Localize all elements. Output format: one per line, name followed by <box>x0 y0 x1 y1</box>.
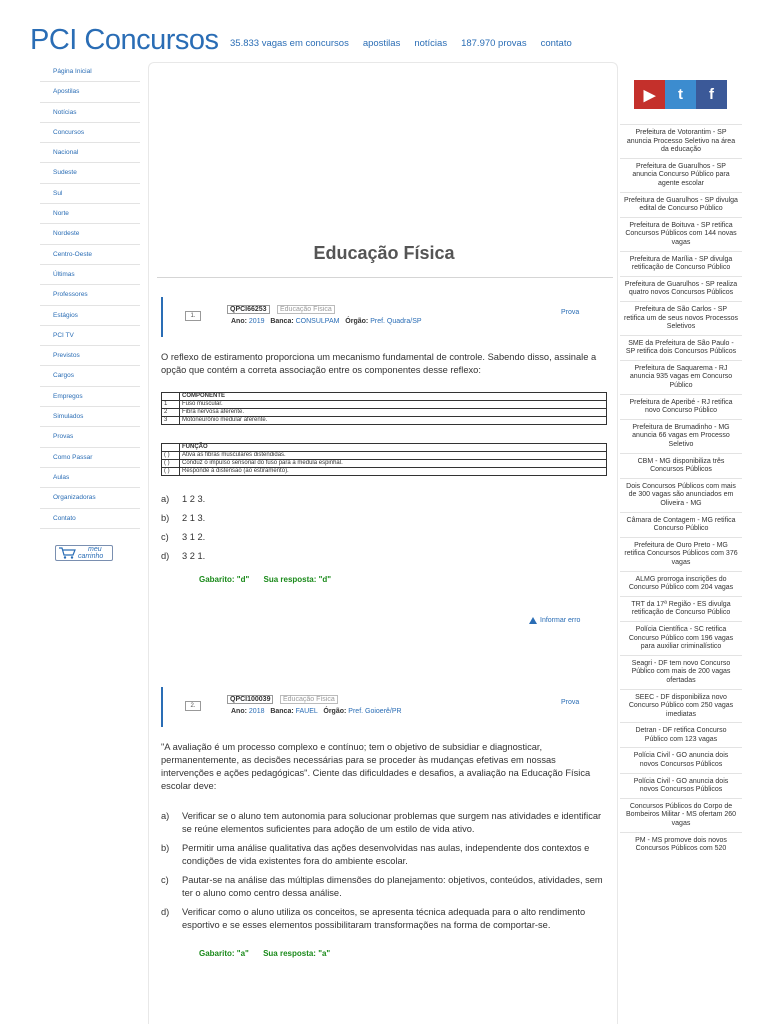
accent-bar <box>161 297 163 337</box>
option-letter: a) <box>161 494 170 504</box>
nav-contato[interactable]: contato <box>540 38 572 49</box>
news-item[interactable]: Polícia Científica - SC retifica Concurso Público com 196 vagas para auxiliar criminalístico <box>620 621 742 655</box>
sidebar-item[interactable]: Organizadoras <box>40 488 140 508</box>
question-1-options <box>161 493 611 569</box>
answer-option[interactable] <box>161 874 611 900</box>
answer-option[interactable] <box>161 810 611 836</box>
orgao-link[interactable]: Pref. Quadra/SP <box>370 318 422 325</box>
sidebar-item[interactable]: Professores <box>40 285 140 305</box>
news-item[interactable]: Concursos Públicos do Corpo de Bombeiros Militar - MS ofertam 260 vagas <box>620 798 742 832</box>
banca-link[interactable]: CONSULPAM <box>295 318 340 325</box>
sidebar-item[interactable]: Sul <box>40 184 140 204</box>
answer-option[interactable] <box>161 531 611 544</box>
banca-link[interactable]: FAUEL <box>295 708 318 715</box>
news-item[interactable]: Prefeitura de Guarulhos - SP realiza quatro novos Concursos Públicos <box>620 276 742 301</box>
nav-vagas[interactable]: 35.833 vagas em concursos <box>230 38 349 49</box>
option-text: 2 1 3. <box>182 513 206 523</box>
table-header: FUNÇÃO <box>180 444 607 452</box>
social-links <box>634 80 727 109</box>
header <box>0 0 768 62</box>
table-cell <box>162 393 180 401</box>
news-item[interactable]: Prefeitura de São Carlos - SP retifica um de seus novos Processos Seletivos <box>620 301 742 335</box>
prova-link[interactable]: Prova <box>561 309 580 316</box>
news-item[interactable]: Prefeitura de Guarulhos - SP anuncia Concurso Público para agente escolar <box>620 158 742 192</box>
twitter-icon[interactable]: t <box>665 80 696 109</box>
table-row <box>162 417 607 425</box>
nav-provas[interactable]: 187.970 provas <box>461 38 527 49</box>
news-item[interactable]: Dois Concursos Públicos com mais de 300 vagas são anunciados em Oliveira - MG <box>620 478 742 512</box>
table-cell: ( ) <box>162 460 180 468</box>
year-link[interactable]: 2018 <box>248 708 265 715</box>
sidebar-item[interactable]: Cargos <box>40 366 140 386</box>
news-item[interactable]: Câmara de Contagem - MG retifica Concurso Público <box>620 512 742 537</box>
question-subject[interactable]: Educação Física <box>277 305 335 314</box>
question-number: 1. <box>185 311 201 321</box>
news-item[interactable]: Seagri - DF tem novo Concurso Público com mais de 200 vagas ofertadas <box>620 655 742 689</box>
nav-apostilas[interactable]: apostilas <box>362 38 401 49</box>
table-cell <box>162 444 180 452</box>
option-letter: c) <box>161 532 169 542</box>
sidebar-item[interactable]: Nacional <box>40 143 140 163</box>
option-letter: b) <box>161 843 170 853</box>
question-2-text: "A avaliação é um processo complexo e contínuo; tem o objetivo de subsidiar e diagnosticar, permanentemente, as decisões necessárias para se proceder às mudanças efetivas em nossas intervenções e ações pedagógicas". Ciente das dificuldades e desafios, a avaliação na Educação Física escolar deve: <box>161 742 591 791</box>
component-table <box>161 392 607 425</box>
question-1-answer <box>199 575 343 584</box>
option-text: Pautar-se na análise das múltiplas dimensões do planejamento: objetivos, conteúdos, atividades, sem ter o aluno como centro dessa análise. <box>182 875 603 898</box>
option-letter: b) <box>161 513 170 523</box>
sidebar-item[interactable]: Como Passar <box>40 448 140 468</box>
facebook-icon[interactable]: f <box>696 80 727 109</box>
sidebar-item[interactable]: Estágios <box>40 306 140 326</box>
news-sidebar <box>620 124 742 857</box>
main-content <box>148 62 618 1024</box>
table-cell: Responde à distensão (ao estiramento). <box>180 468 607 476</box>
divider <box>157 277 613 278</box>
table-row <box>162 468 607 476</box>
news-item[interactable]: Prefeitura de Brumadinho - MG anuncia 66 vagas em Processo Seletivo <box>620 419 742 453</box>
table-cell: Ativa as fibras musculares distendidas. <box>180 452 607 460</box>
table-header-row <box>162 444 607 452</box>
question-code[interactable]: QPCI66253 <box>227 305 270 314</box>
your-answer: Sua resposta: "a" <box>263 949 331 958</box>
report-error-link[interactable]: Informar erro <box>529 617 580 624</box>
option-letter: c) <box>161 875 169 885</box>
table-cell: 2 <box>162 409 180 417</box>
cart-icon <box>58 547 76 559</box>
table-cell: ( ) <box>162 452 180 460</box>
youtube-icon[interactable]: ▶ <box>634 80 665 109</box>
your-answer: Sua resposta: "d" <box>263 575 332 584</box>
table-row <box>162 409 607 417</box>
option-letter: a) <box>161 811 170 821</box>
option-text: Verificar como o aluno utiliza os conceitos, se apresenta técnica adequada para o alto rendimento esportivo e se esses elementos possibilitaram transformações na forma de comportar-se. <box>182 907 586 930</box>
sidebar-item[interactable]: Provas <box>40 427 140 447</box>
option-text: 3 1 2. <box>182 532 206 542</box>
orgao-link[interactable]: Pref. Goioerê/PR <box>348 708 402 715</box>
gabarito: Gabarito: "a" <box>199 949 249 958</box>
table-cell: 1 <box>162 401 180 409</box>
question-number: 2. <box>185 701 201 711</box>
news-item[interactable]: Prefeitura de Saquarema - RJ anuncia 935 vagas em Concurso Público <box>620 360 742 394</box>
site-logo[interactable]: PCI Concursos <box>30 24 219 56</box>
warning-icon <box>529 617 537 624</box>
cart-label: meu carrinho <box>78 546 104 560</box>
sidebar-item[interactable]: Aulas <box>40 468 140 488</box>
news-item[interactable]: Polícia Civil - GO anuncia dois novos Concursos Públicos <box>620 747 742 772</box>
accent-bar <box>161 687 163 727</box>
sidebar-item[interactable]: Centro-Oeste <box>40 245 140 265</box>
answer-option[interactable] <box>161 550 611 563</box>
cart-button[interactable] <box>55 545 113 561</box>
option-text: 3 2 1. <box>182 551 206 561</box>
option-letter: d) <box>161 551 170 561</box>
gabarito: Gabarito: "d" <box>199 575 250 584</box>
sidebar-item[interactable]: Apostilas <box>40 82 140 102</box>
option-text: Permitir uma análise qualitativa das ações desenvolvidas nas aulas, independente dos contextos e condições de vida existentes fora do ambiente escolar. <box>182 843 590 866</box>
sidebar-item[interactable]: Contato <box>40 509 140 529</box>
nav-noticias[interactable]: notícias <box>414 38 448 49</box>
table-cell: Fibra nervosa aferente. <box>180 409 607 417</box>
sidebar-item[interactable]: Notícias <box>40 103 140 123</box>
question-subject[interactable]: Educação Física <box>280 695 338 704</box>
table-cell: ( ) <box>162 468 180 476</box>
option-letter: d) <box>161 907 170 917</box>
question-1-text: O reflexo de estiramento proporciona um mecanismo fundamental de controle. Sabendo disso, assinale a opção que contém a correta associação entre os componentes desse reflexo: <box>161 352 597 375</box>
left-sidebar <box>40 62 140 529</box>
answer-option[interactable] <box>161 906 611 932</box>
news-item[interactable]: Prefeitura de Boituva - SP retifica Concursos Públicos com 144 novas vagas <box>620 217 742 251</box>
sidebar-item[interactable]: Simulados <box>40 407 140 427</box>
sidebar-item[interactable]: Previstos <box>40 346 140 366</box>
option-text: 1 2 3. <box>182 494 206 504</box>
table-row <box>162 460 607 468</box>
table-cell: Motoneurônio medular aferente. <box>180 417 607 425</box>
answer-option[interactable] <box>161 512 611 525</box>
news-item[interactable]: Prefeitura de Votorantim - SP anuncia Processo Seletivo na área da educação <box>620 124 742 158</box>
question-meta: Ano: 2019 Banca: CONSULPAM Órgão: Pref. Quadra/SP <box>231 318 422 325</box>
question-code[interactable]: QPCI100039 <box>227 695 273 704</box>
prova-link[interactable]: Prova <box>561 699 580 706</box>
function-table <box>161 443 607 476</box>
answer-option[interactable] <box>161 842 611 868</box>
question-1-header <box>161 297 611 337</box>
table-cell: Fuso muscular. <box>180 401 607 409</box>
top-nav <box>230 38 572 49</box>
sidebar-item[interactable]: Nordeste <box>40 224 140 244</box>
sidebar-item[interactable]: Últimas <box>40 265 140 285</box>
news-item[interactable]: Detran - DF retifica Concurso Público com 123 vagas <box>620 722 742 747</box>
sidebar-item[interactable]: Empregos <box>40 387 140 407</box>
table-cell: 3 <box>162 417 180 425</box>
table-row <box>162 401 607 409</box>
question-meta: Ano: 2018 Banca: FAUEL Órgão: Pref. Goioerê/PR <box>231 708 402 715</box>
news-item[interactable]: TRT da 17ª Região - ES divulga retificação de Concurso Público <box>620 596 742 621</box>
news-item[interactable]: Prefeitura de Aperibé - RJ retifica novo Concurso Público <box>620 394 742 419</box>
table-header: COMPONENTE <box>180 393 607 401</box>
sidebar-item[interactable]: Norte <box>40 204 140 224</box>
sidebar-item[interactable]: PCI TV <box>40 326 140 346</box>
table-header-row <box>162 393 607 401</box>
question-2-options <box>161 810 611 938</box>
page-title: Educação Física <box>313 243 455 263</box>
question-2-header <box>161 687 611 727</box>
news-item[interactable]: CBM - MG disponibiliza três Concursos Públicos <box>620 453 742 478</box>
year-link[interactable]: 2019 <box>248 318 265 325</box>
option-text: Verificar se o aluno tem autonomia para solucionar problemas que surgem nas atividades e identificar se reúne elementos suficientes para adoção de um estilo de vida ativo. <box>182 811 602 834</box>
sidebar-item[interactable]: Página Inicial <box>40 62 140 82</box>
answer-option[interactable] <box>161 493 611 506</box>
news-item[interactable]: Prefeitura de Marília - SP divulga retificação de Concurso Público <box>620 251 742 276</box>
news-item[interactable]: Prefeitura de Guarulhos - SP divulga edital de Concurso Público <box>620 192 742 217</box>
sidebar-item[interactable]: Concursos <box>40 123 140 143</box>
news-item[interactable]: SEEC - DF disponibiliza novo Concurso Público com 250 vagas imediatas <box>620 689 742 723</box>
table-row <box>162 452 607 460</box>
news-item[interactable]: SME da Prefeitura de São Paulo - SP retifica dois Concursos Públicos <box>620 335 742 360</box>
news-item[interactable]: ALMG prorroga inscrições do Concurso Público com 204 vagas <box>620 571 742 596</box>
table-cell: Conduz o impulso sensorial do fuso para a medula espinhal. <box>180 460 607 468</box>
news-item[interactable]: PM - MS promove dois novos Concursos Públicos com 520 <box>620 832 742 857</box>
news-item[interactable]: Polícia Civil - GO anuncia dois novos Concursos Públicos <box>620 773 742 798</box>
sidebar-item[interactable]: Sudeste <box>40 163 140 183</box>
news-item[interactable]: Prefeitura de Ouro Preto - MG retifica Concursos Públicos com 376 vagas <box>620 537 742 571</box>
question-2-answer <box>199 949 342 958</box>
